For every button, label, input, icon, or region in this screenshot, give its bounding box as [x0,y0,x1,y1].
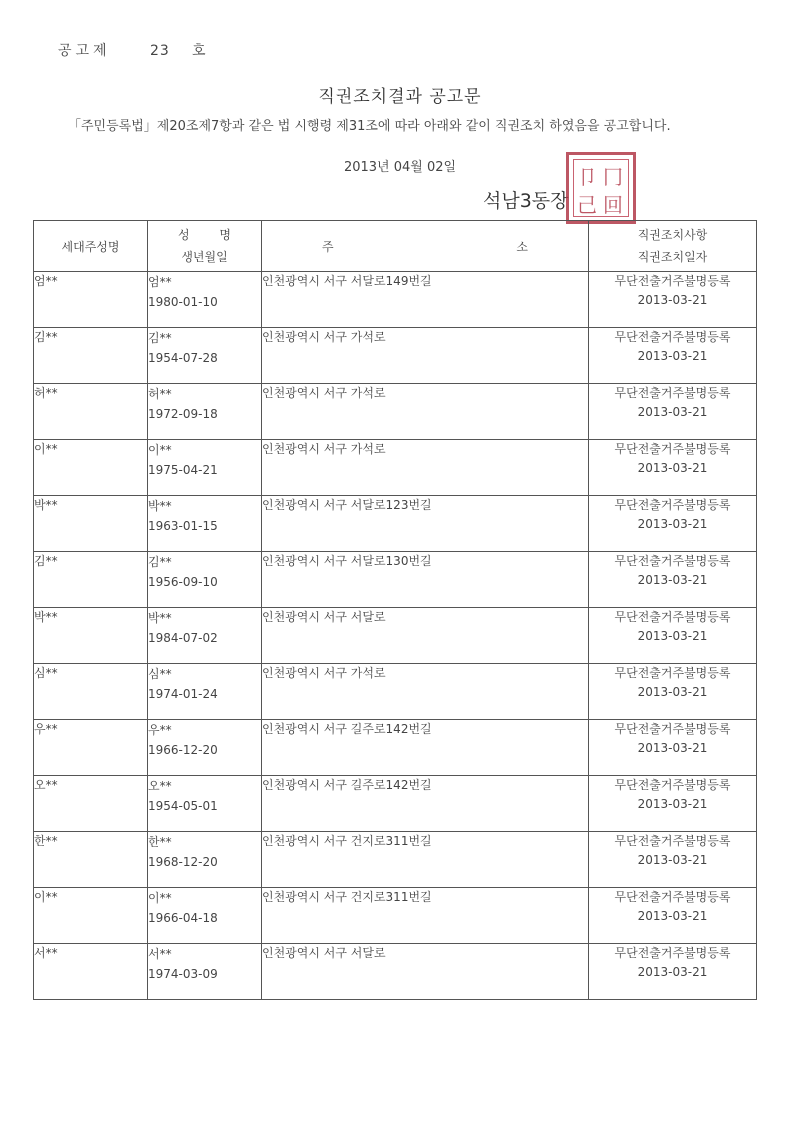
person-name: 서** [148,947,172,961]
action-cell [589,944,757,1000]
action-text: 무단전출거주불명등록 [614,330,731,344]
address-cell [262,328,589,384]
person-name: 한** [148,835,172,849]
birth-date: 1968-12-20 [148,855,218,869]
table-row [34,552,757,608]
official-seal: 卩 冂 己 回 [566,152,636,224]
birth-date: 1984-07-02 [148,631,218,645]
notice-number: 23 [150,43,170,59]
person-name: 이** [148,443,172,457]
address-text: 인천광역시 서구 가석로 [262,666,386,680]
birth-date: 1963-01-15 [148,519,218,533]
household-head-name: 엄** [34,274,58,288]
address-cell [262,440,589,496]
action-cell [589,832,757,888]
household-head-cell [34,888,148,944]
household-head-name: 김** [34,330,58,344]
address-cell [262,776,589,832]
address-text: 인천광역시 서구 가석로 [262,330,386,344]
action-cell [589,664,757,720]
action-date: 2013-03-21 [637,405,708,419]
household-head-name: 우** [34,722,58,736]
address-text: 인천광역시 서구 서달로 [262,610,386,624]
name-birth-cell [148,384,262,440]
table-row [34,944,757,1000]
action-text: 무단전출거주불명등록 [614,498,731,512]
address-cell [262,832,589,888]
household-head-cell [34,552,148,608]
name-birth-cell [148,720,262,776]
action-date: 2013-03-21 [637,685,708,699]
person-name: 허** [148,387,172,401]
birth-date: 1966-04-18 [148,911,218,925]
action-text: 무단전출거주불명등록 [614,834,731,848]
header-address: 주 소 [262,221,589,272]
action-text: 무단전출거주불명등록 [614,722,731,736]
action-date: 2013-03-21 [637,573,708,587]
notice-label: 공고제 [58,43,111,59]
name-birth-cell [148,496,262,552]
action-date: 2013-03-21 [637,965,708,979]
address-text: 인천광역시 서구 건지로311번길 [262,890,432,904]
action-cell [589,552,757,608]
table-row [34,720,757,776]
name-birth-cell [148,776,262,832]
household-head-cell [34,440,148,496]
household-head-cell [34,496,148,552]
household-head-name: 김** [34,554,58,568]
name-birth-cell [148,440,262,496]
birth-date: 1966-12-20 [148,743,218,757]
address-text: 인천광역시 서구 건지로311번길 [262,834,432,848]
action-cell [589,384,757,440]
person-name: 우** [148,723,172,737]
action-cell [589,720,757,776]
action-date: 2013-03-21 [637,797,708,811]
action-date: 2013-03-21 [637,293,708,307]
action-cell [589,608,757,664]
records-table [33,220,757,1000]
birth-date: 1956-09-10 [148,575,218,589]
household-head-name: 박** [34,498,58,512]
person-name: 박** [148,499,172,513]
birth-date: 1954-07-28 [148,351,218,365]
household-head-cell [34,664,148,720]
person-name: 김** [148,331,172,345]
address-cell [262,944,589,1000]
notice-body: 「주민등록법」제20조제7항과 같은 법 시행령 제31조에 따라 아래와 같이 직권조치 하였음을 공고합니다. [68,119,671,134]
action-date: 2013-03-21 [637,461,708,475]
table-row [34,328,757,384]
household-head-cell [34,944,148,1000]
action-cell [589,328,757,384]
name-birth-cell [148,888,262,944]
household-head-name: 허** [34,386,58,400]
action-text: 무단전출거주불명등록 [614,946,731,960]
household-head-cell [34,384,148,440]
address-cell [262,272,589,328]
action-date: 2013-03-21 [637,349,708,363]
address-cell [262,496,589,552]
action-text: 무단전출거주불명등록 [614,554,731,568]
notice-suffix: 호 [192,43,207,59]
address-text: 인천광역시 서구 길주로142번길 [262,778,432,792]
address-text: 인천광역시 서구 가석로 [262,442,386,456]
address-cell [262,384,589,440]
table-row [34,440,757,496]
action-text: 무단전출거주불명등록 [614,890,731,904]
action-date: 2013-03-21 [637,741,708,755]
name-birth-cell [148,608,262,664]
name-birth-cell [148,552,262,608]
person-name: 오** [148,779,172,793]
action-cell [589,496,757,552]
action-date: 2013-03-21 [637,909,708,923]
signer-name: 석남3동장 [483,190,569,212]
action-cell [589,440,757,496]
address-text: 인천광역시 서구 서달로 [262,946,386,960]
household-head-cell [34,272,148,328]
address-cell [262,664,589,720]
name-birth-cell [148,944,262,1000]
address-text: 인천광역시 서구 서달로149번길 [262,274,432,288]
address-cell [262,608,589,664]
birth-date: 1972-09-18 [148,407,218,421]
household-head-cell [34,776,148,832]
table-row [34,664,757,720]
action-cell [589,776,757,832]
notice-number-line [58,40,207,60]
notice-date: 2013년 04월 02일 [343,160,457,175]
birth-date: 1980-01-10 [148,295,218,309]
household-head-name: 심** [34,666,58,680]
household-head-cell [34,832,148,888]
address-text: 인천광역시 서구 서달로130번길 [262,554,432,568]
person-name: 심** [148,667,172,681]
table-header-row [34,221,757,272]
address-cell [262,888,589,944]
household-head-name: 한** [34,834,58,848]
action-cell [589,272,757,328]
action-date: 2013-03-21 [637,629,708,643]
household-head-name: 서** [34,946,58,960]
header-action: 직권조치사항 직권조치일자 [589,221,757,272]
table-row [34,608,757,664]
household-head-name: 이** [34,890,58,904]
address-text: 인천광역시 서구 가석로 [262,386,386,400]
household-head-name: 이** [34,442,58,456]
address-cell [262,720,589,776]
birth-date: 1974-03-09 [148,967,218,981]
person-name: 박** [148,611,172,625]
address-cell [262,552,589,608]
table-row [34,272,757,328]
table-row [34,888,757,944]
household-head-name: 박** [34,610,58,624]
person-name: 엄** [148,275,172,289]
action-text: 무단전출거주불명등록 [614,386,731,400]
action-text: 무단전출거주불명등록 [614,442,731,456]
action-date: 2013-03-21 [637,853,708,867]
name-birth-cell [148,272,262,328]
household-head-name: 오** [34,778,58,792]
household-head-cell [34,328,148,384]
action-cell [589,888,757,944]
table-row [34,496,757,552]
action-text: 무단전출거주불명등록 [614,274,731,288]
name-birth-cell [148,664,262,720]
person-name: 김** [148,555,172,569]
address-text: 인천광역시 서구 길주로142번길 [262,722,432,736]
page-title: 직권조치결과 공고문 [318,87,482,107]
household-head-cell [34,720,148,776]
header-name-birth: 성 명 생년월일 [148,221,262,272]
name-birth-cell [148,328,262,384]
action-text: 무단전출거주불명등록 [614,610,731,624]
action-text: 무단전출거주불명등록 [614,778,731,792]
birth-date: 1954-05-01 [148,799,218,813]
action-date: 2013-03-21 [637,517,708,531]
table-row [34,776,757,832]
birth-date: 1975-04-21 [148,463,218,477]
table-row [34,384,757,440]
birth-date: 1974-01-24 [148,687,218,701]
person-name: 이** [148,891,172,905]
name-birth-cell [148,832,262,888]
table-row [34,832,757,888]
address-text: 인천광역시 서구 서달로123번길 [262,498,432,512]
action-text: 무단전출거주불명등록 [614,666,731,680]
household-head-cell [34,608,148,664]
header-household-head: 세대주성명 [34,221,148,272]
